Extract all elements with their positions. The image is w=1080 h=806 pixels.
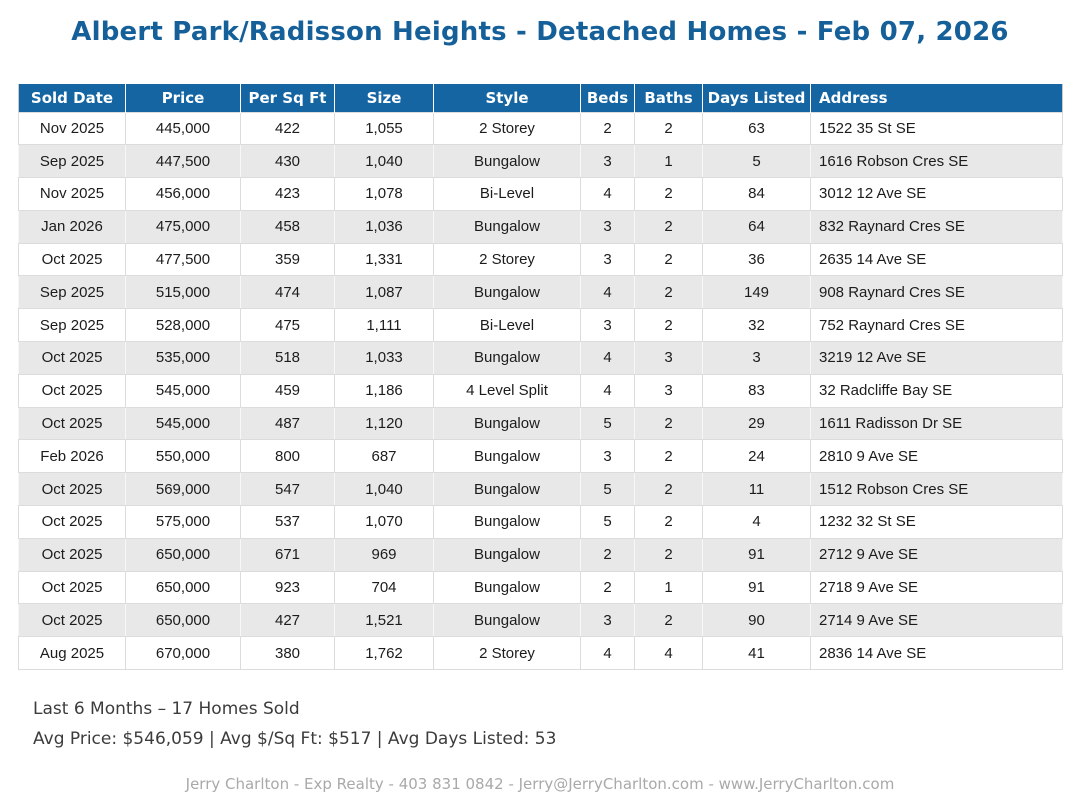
cell-price: 456,000	[126, 178, 241, 211]
cell-per-sq-ft: 487	[241, 407, 335, 440]
cell-baths: 2	[635, 210, 703, 243]
cell-size: 1,521	[335, 604, 434, 637]
cell-style: Bungalow	[434, 473, 581, 506]
cell-beds: 4	[581, 276, 635, 309]
cell-price: 477,500	[126, 243, 241, 276]
cell-days-listed: 84	[703, 178, 811, 211]
cell-size: 1,120	[335, 407, 434, 440]
cell-address: 2712 9 Ave SE	[811, 538, 1063, 571]
cell-size: 1,040	[335, 145, 434, 178]
cell-per-sq-ft: 923	[241, 571, 335, 604]
cell-baths: 3	[635, 342, 703, 375]
cell-size: 1,111	[335, 309, 434, 342]
cell-baths: 2	[635, 506, 703, 539]
cell-price: 545,000	[126, 407, 241, 440]
cell-baths: 2	[635, 112, 703, 145]
cell-sold-date: Oct 2025	[19, 243, 126, 276]
table-row	[19, 473, 1063, 506]
cell-baths: 1	[635, 145, 703, 178]
table-row	[19, 276, 1063, 309]
cell-per-sq-ft: 423	[241, 178, 335, 211]
cell-sold-date: Oct 2025	[19, 571, 126, 604]
table-row	[19, 637, 1063, 670]
cell-baths: 2	[635, 276, 703, 309]
cell-days-listed: 29	[703, 407, 811, 440]
cell-style: 2 Storey	[434, 112, 581, 145]
cell-per-sq-ft: 547	[241, 473, 335, 506]
column-header-beds: Beds	[581, 84, 635, 112]
cell-beds: 3	[581, 210, 635, 243]
cell-size: 1,331	[335, 243, 434, 276]
cell-beds: 2	[581, 538, 635, 571]
cell-baths: 2	[635, 309, 703, 342]
cell-beds: 3	[581, 309, 635, 342]
cell-address: 908 Raynard Cres SE	[811, 276, 1063, 309]
cell-style: 4 Level Split	[434, 374, 581, 407]
table-row	[19, 604, 1063, 637]
cell-address: 2714 9 Ave SE	[811, 604, 1063, 637]
cell-baths: 1	[635, 571, 703, 604]
cell-price: 535,000	[126, 342, 241, 375]
cell-price: 569,000	[126, 473, 241, 506]
cell-beds: 4	[581, 374, 635, 407]
cell-sold-date: Jan 2026	[19, 210, 126, 243]
cell-style: Bungalow	[434, 571, 581, 604]
cell-per-sq-ft: 422	[241, 112, 335, 145]
cell-per-sq-ft: 474	[241, 276, 335, 309]
cell-beds: 3	[581, 145, 635, 178]
cell-address: 1611 Radisson Dr SE	[811, 407, 1063, 440]
cell-days-listed: 5	[703, 145, 811, 178]
summary-averages: Avg Price: $546,059 | Avg $/Sq Ft: $517 | Avg Days Listed: 53	[33, 728, 557, 749]
cell-sold-date: Oct 2025	[19, 604, 126, 637]
cell-address: 2836 14 Ave SE	[811, 637, 1063, 670]
cell-days-listed: 149	[703, 276, 811, 309]
table-row	[19, 112, 1063, 145]
cell-size: 969	[335, 538, 434, 571]
cell-address: 32 Radcliffe Bay SE	[811, 374, 1063, 407]
cell-days-listed: 91	[703, 538, 811, 571]
cell-price: 528,000	[126, 309, 241, 342]
table-row	[19, 342, 1063, 375]
column-header-style: Style	[434, 84, 581, 112]
cell-beds: 4	[581, 342, 635, 375]
cell-beds: 4	[581, 178, 635, 211]
cell-days-listed: 24	[703, 440, 811, 473]
cell-style: Bungalow	[434, 538, 581, 571]
table-body	[19, 112, 1063, 670]
table-row	[19, 440, 1063, 473]
cell-per-sq-ft: 800	[241, 440, 335, 473]
table-row	[19, 506, 1063, 539]
cell-address: 3012 12 Ave SE	[811, 178, 1063, 211]
cell-style: Bungalow	[434, 440, 581, 473]
table-row	[19, 210, 1063, 243]
cell-days-listed: 3	[703, 342, 811, 375]
cell-price: 650,000	[126, 604, 241, 637]
cell-style: Bungalow	[434, 342, 581, 375]
cell-price: 447,500	[126, 145, 241, 178]
cell-address: 3219 12 Ave SE	[811, 342, 1063, 375]
cell-address: 1232 32 St SE	[811, 506, 1063, 539]
cell-style: Bungalow	[434, 506, 581, 539]
cell-sold-date: Sep 2025	[19, 276, 126, 309]
cell-beds: 2	[581, 112, 635, 145]
cell-size: 1,033	[335, 342, 434, 375]
cell-baths: 2	[635, 538, 703, 571]
cell-price: 650,000	[126, 538, 241, 571]
cell-days-listed: 32	[703, 309, 811, 342]
cell-baths: 2	[635, 178, 703, 211]
cell-per-sq-ft: 671	[241, 538, 335, 571]
table-header-row	[19, 84, 1063, 112]
column-header-sold-date: Sold Date	[19, 84, 126, 112]
cell-address: 1616 Robson Cres SE	[811, 145, 1063, 178]
cell-price: 515,000	[126, 276, 241, 309]
cell-price: 445,000	[126, 112, 241, 145]
cell-days-listed: 64	[703, 210, 811, 243]
cell-size: 1,070	[335, 506, 434, 539]
cell-per-sq-ft: 359	[241, 243, 335, 276]
table-row	[19, 309, 1063, 342]
cell-sold-date: Oct 2025	[19, 374, 126, 407]
cell-beds: 3	[581, 440, 635, 473]
cell-address: 832 Raynard Cres SE	[811, 210, 1063, 243]
cell-sold-date: Nov 2025	[19, 112, 126, 145]
cell-per-sq-ft: 459	[241, 374, 335, 407]
cell-address: 1512 Robson Cres SE	[811, 473, 1063, 506]
cell-style: Bungalow	[434, 604, 581, 637]
cell-style: Bi-Level	[434, 309, 581, 342]
cell-size: 1,762	[335, 637, 434, 670]
cell-baths: 4	[635, 637, 703, 670]
cell-address: 1522 35 St SE	[811, 112, 1063, 145]
column-header-price: Price	[126, 84, 241, 112]
cell-baths: 2	[635, 473, 703, 506]
cell-beds: 4	[581, 637, 635, 670]
cell-size: 1,040	[335, 473, 434, 506]
cell-days-listed: 41	[703, 637, 811, 670]
cell-days-listed: 11	[703, 473, 811, 506]
cell-address: 2810 9 Ave SE	[811, 440, 1063, 473]
cell-beds: 3	[581, 604, 635, 637]
table-row	[19, 407, 1063, 440]
cell-sold-date: Nov 2025	[19, 178, 126, 211]
cell-baths: 2	[635, 243, 703, 276]
cell-price: 475,000	[126, 210, 241, 243]
cell-beds: 5	[581, 473, 635, 506]
cell-beds: 5	[581, 506, 635, 539]
cell-days-listed: 63	[703, 112, 811, 145]
summary-block	[33, 695, 1080, 754]
cell-sold-date: Aug 2025	[19, 637, 126, 670]
agent-attribution: Jerry Charlton - Exp Realty - 403 831 0842 - Jerry@JerryCharlton.com - www.JerryCharlton.com	[185, 775, 895, 794]
cell-baths: 2	[635, 407, 703, 440]
table-row	[19, 374, 1063, 407]
cell-style: Bungalow	[434, 407, 581, 440]
column-header-baths: Baths	[635, 84, 703, 112]
cell-days-listed: 4	[703, 506, 811, 539]
cell-price: 575,000	[126, 506, 241, 539]
cell-size: 704	[335, 571, 434, 604]
cell-style: 2 Storey	[434, 637, 581, 670]
cell-sold-date: Feb 2026	[19, 440, 126, 473]
cell-per-sq-ft: 537	[241, 506, 335, 539]
summary-homes-sold: Last 6 Months – 17 Homes Sold	[33, 699, 300, 720]
table-row	[19, 538, 1063, 571]
cell-days-listed: 91	[703, 571, 811, 604]
cell-baths: 3	[635, 374, 703, 407]
cell-style: Bi-Level	[434, 178, 581, 211]
column-header-size: Size	[335, 84, 434, 112]
cell-beds: 5	[581, 407, 635, 440]
cell-price: 670,000	[126, 637, 241, 670]
cell-address: 2718 9 Ave SE	[811, 571, 1063, 604]
cell-days-listed: 90	[703, 604, 811, 637]
cell-sold-date: Oct 2025	[19, 506, 126, 539]
table-row	[19, 243, 1063, 276]
cell-sold-date: Sep 2025	[19, 145, 126, 178]
column-header-address: Address	[811, 84, 1063, 112]
cell-style: Bungalow	[434, 145, 581, 178]
column-header-per-sq-ft: Per Sq Ft	[241, 84, 335, 112]
cell-per-sq-ft: 458	[241, 210, 335, 243]
cell-price: 545,000	[126, 374, 241, 407]
cell-sold-date: Sep 2025	[19, 309, 126, 342]
cell-sold-date: Oct 2025	[19, 342, 126, 375]
sold-homes-table	[18, 84, 1063, 670]
cell-sold-date: Oct 2025	[19, 538, 126, 571]
cell-days-listed: 83	[703, 374, 811, 407]
cell-style: Bungalow	[434, 210, 581, 243]
cell-price: 650,000	[126, 571, 241, 604]
cell-sold-date: Oct 2025	[19, 473, 126, 506]
cell-days-listed: 36	[703, 243, 811, 276]
page-title: Albert Park/Radisson Heights - Detached Homes - Feb 07, 2026	[71, 17, 1009, 47]
cell-style: Bungalow	[434, 276, 581, 309]
cell-per-sq-ft: 518	[241, 342, 335, 375]
table-row	[19, 178, 1063, 211]
cell-size: 1,036	[335, 210, 434, 243]
cell-size: 1,078	[335, 178, 434, 211]
cell-beds: 2	[581, 571, 635, 604]
cell-per-sq-ft: 430	[241, 145, 335, 178]
cell-size: 1,087	[335, 276, 434, 309]
cell-beds: 3	[581, 243, 635, 276]
table-row	[19, 571, 1063, 604]
cell-size: 687	[335, 440, 434, 473]
cell-address: 752 Raynard Cres SE	[811, 309, 1063, 342]
cell-address: 2635 14 Ave SE	[811, 243, 1063, 276]
cell-price: 550,000	[126, 440, 241, 473]
cell-baths: 2	[635, 440, 703, 473]
cell-size: 1,186	[335, 374, 434, 407]
cell-sold-date: Oct 2025	[19, 407, 126, 440]
column-header-days-listed: Days Listed	[703, 84, 811, 112]
cell-style: 2 Storey	[434, 243, 581, 276]
cell-size: 1,055	[335, 112, 434, 145]
table-row	[19, 145, 1063, 178]
cell-per-sq-ft: 380	[241, 637, 335, 670]
cell-per-sq-ft: 427	[241, 604, 335, 637]
cell-baths: 2	[635, 604, 703, 637]
cell-per-sq-ft: 475	[241, 309, 335, 342]
